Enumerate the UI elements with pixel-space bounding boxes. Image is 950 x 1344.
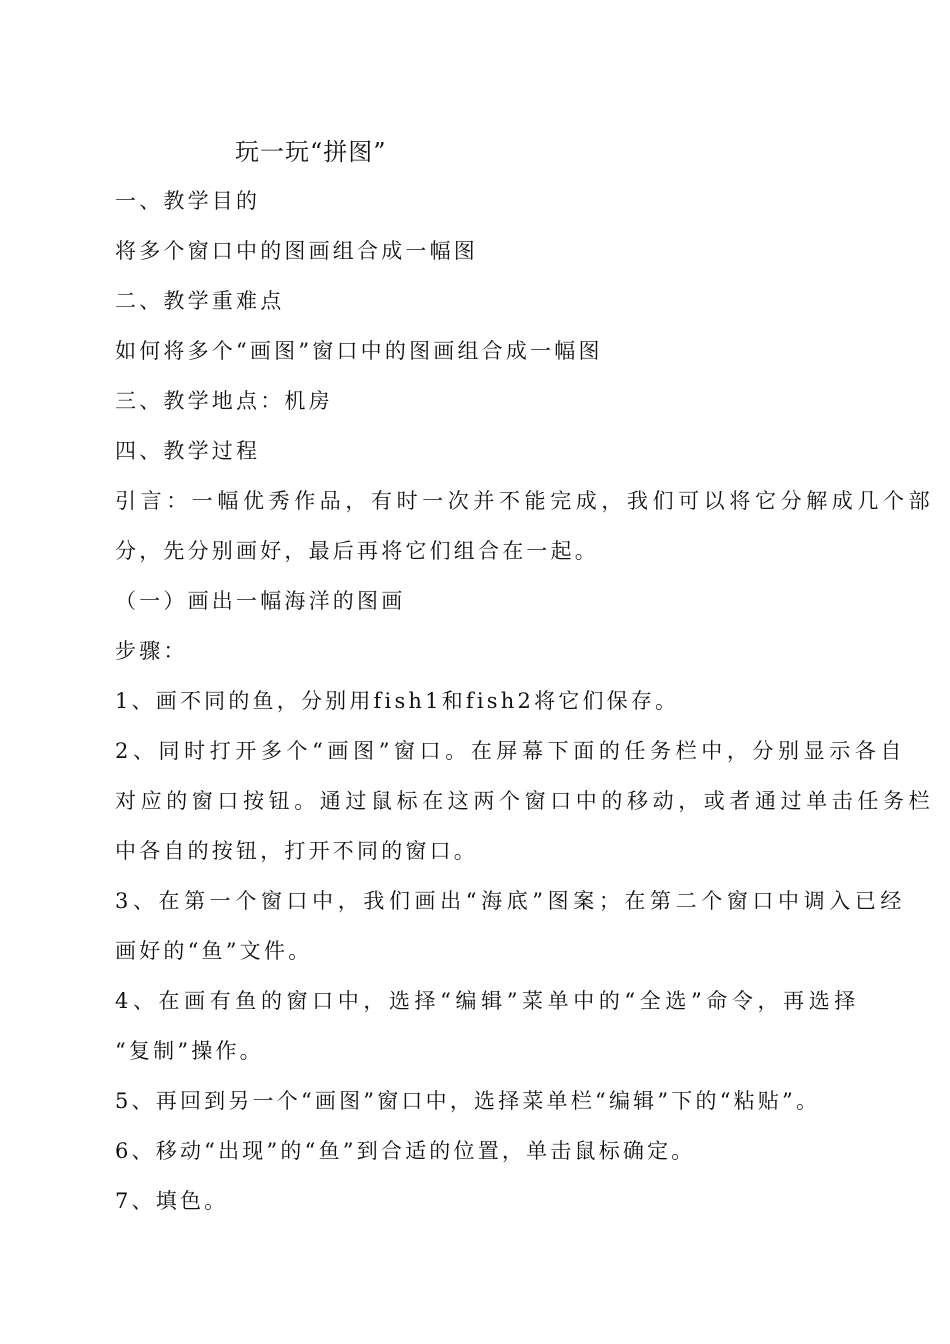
step-3-line-2: 画好的“鱼”文件。: [115, 939, 313, 963]
step-3-line-1: 3、在第一个窗口中，我们画出“海底”图案；在第二个窗口中调入已经: [115, 889, 907, 913]
step-2-line-2: 对应的窗口按钮。通过鼠标在这两个窗口中的移动，或者通过单击任务栏: [115, 789, 935, 813]
document-title: 玩一玩“拼图”: [235, 138, 387, 166]
paragraph-intro-line-2: 分，先分别画好，最后再将它们组合在一起。: [115, 539, 599, 563]
section-heading-location: 三、教学地点：机房: [115, 389, 333, 413]
step-5: 5、再回到另一个“画图”窗口中，选择菜单栏“编辑”下的“粘贴”。: [115, 1089, 821, 1113]
step-7: 7、填色。: [115, 1189, 229, 1213]
section-heading-objective: 一、教学目的: [115, 189, 261, 213]
paragraph-intro-line-1: 引言：一幅优秀作品，有时一次并不能完成，我们可以将它分解成几个部: [115, 489, 935, 513]
section-heading-process: 四、教学过程: [115, 439, 261, 463]
step-2-line-3: 中各自的按钮，打开不同的窗口。: [115, 839, 478, 863]
step-2-line-1: 2、同时打开多个“画图”窗口。在屏幕下面的任务栏中，分别显示各自: [115, 739, 907, 763]
paragraph-objective: 将多个窗口中的图画组合成一幅图: [115, 239, 478, 263]
step-4-line-1: 4、在画有鱼的窗口中，选择“编辑”菜单中的“全选”命令，再选择: [115, 989, 860, 1013]
step-1: 1、画不同的鱼，分别用fish1和fish2将它们保存。: [115, 689, 680, 713]
paragraph-key-points: 如何将多个“画图”窗口中的图画组合成一幅图: [115, 339, 603, 363]
section-heading-key-points: 二、教学重难点: [115, 289, 285, 313]
step-4-line-2: “复制”操作。: [115, 1039, 264, 1063]
subsection-heading-ocean: （一）画出一幅海洋的图画: [115, 589, 406, 613]
step-6: 6、移动“出现”的“鱼”到合适的位置，单击鼠标确定。: [115, 1139, 696, 1163]
steps-label: 步骤：: [115, 639, 188, 663]
